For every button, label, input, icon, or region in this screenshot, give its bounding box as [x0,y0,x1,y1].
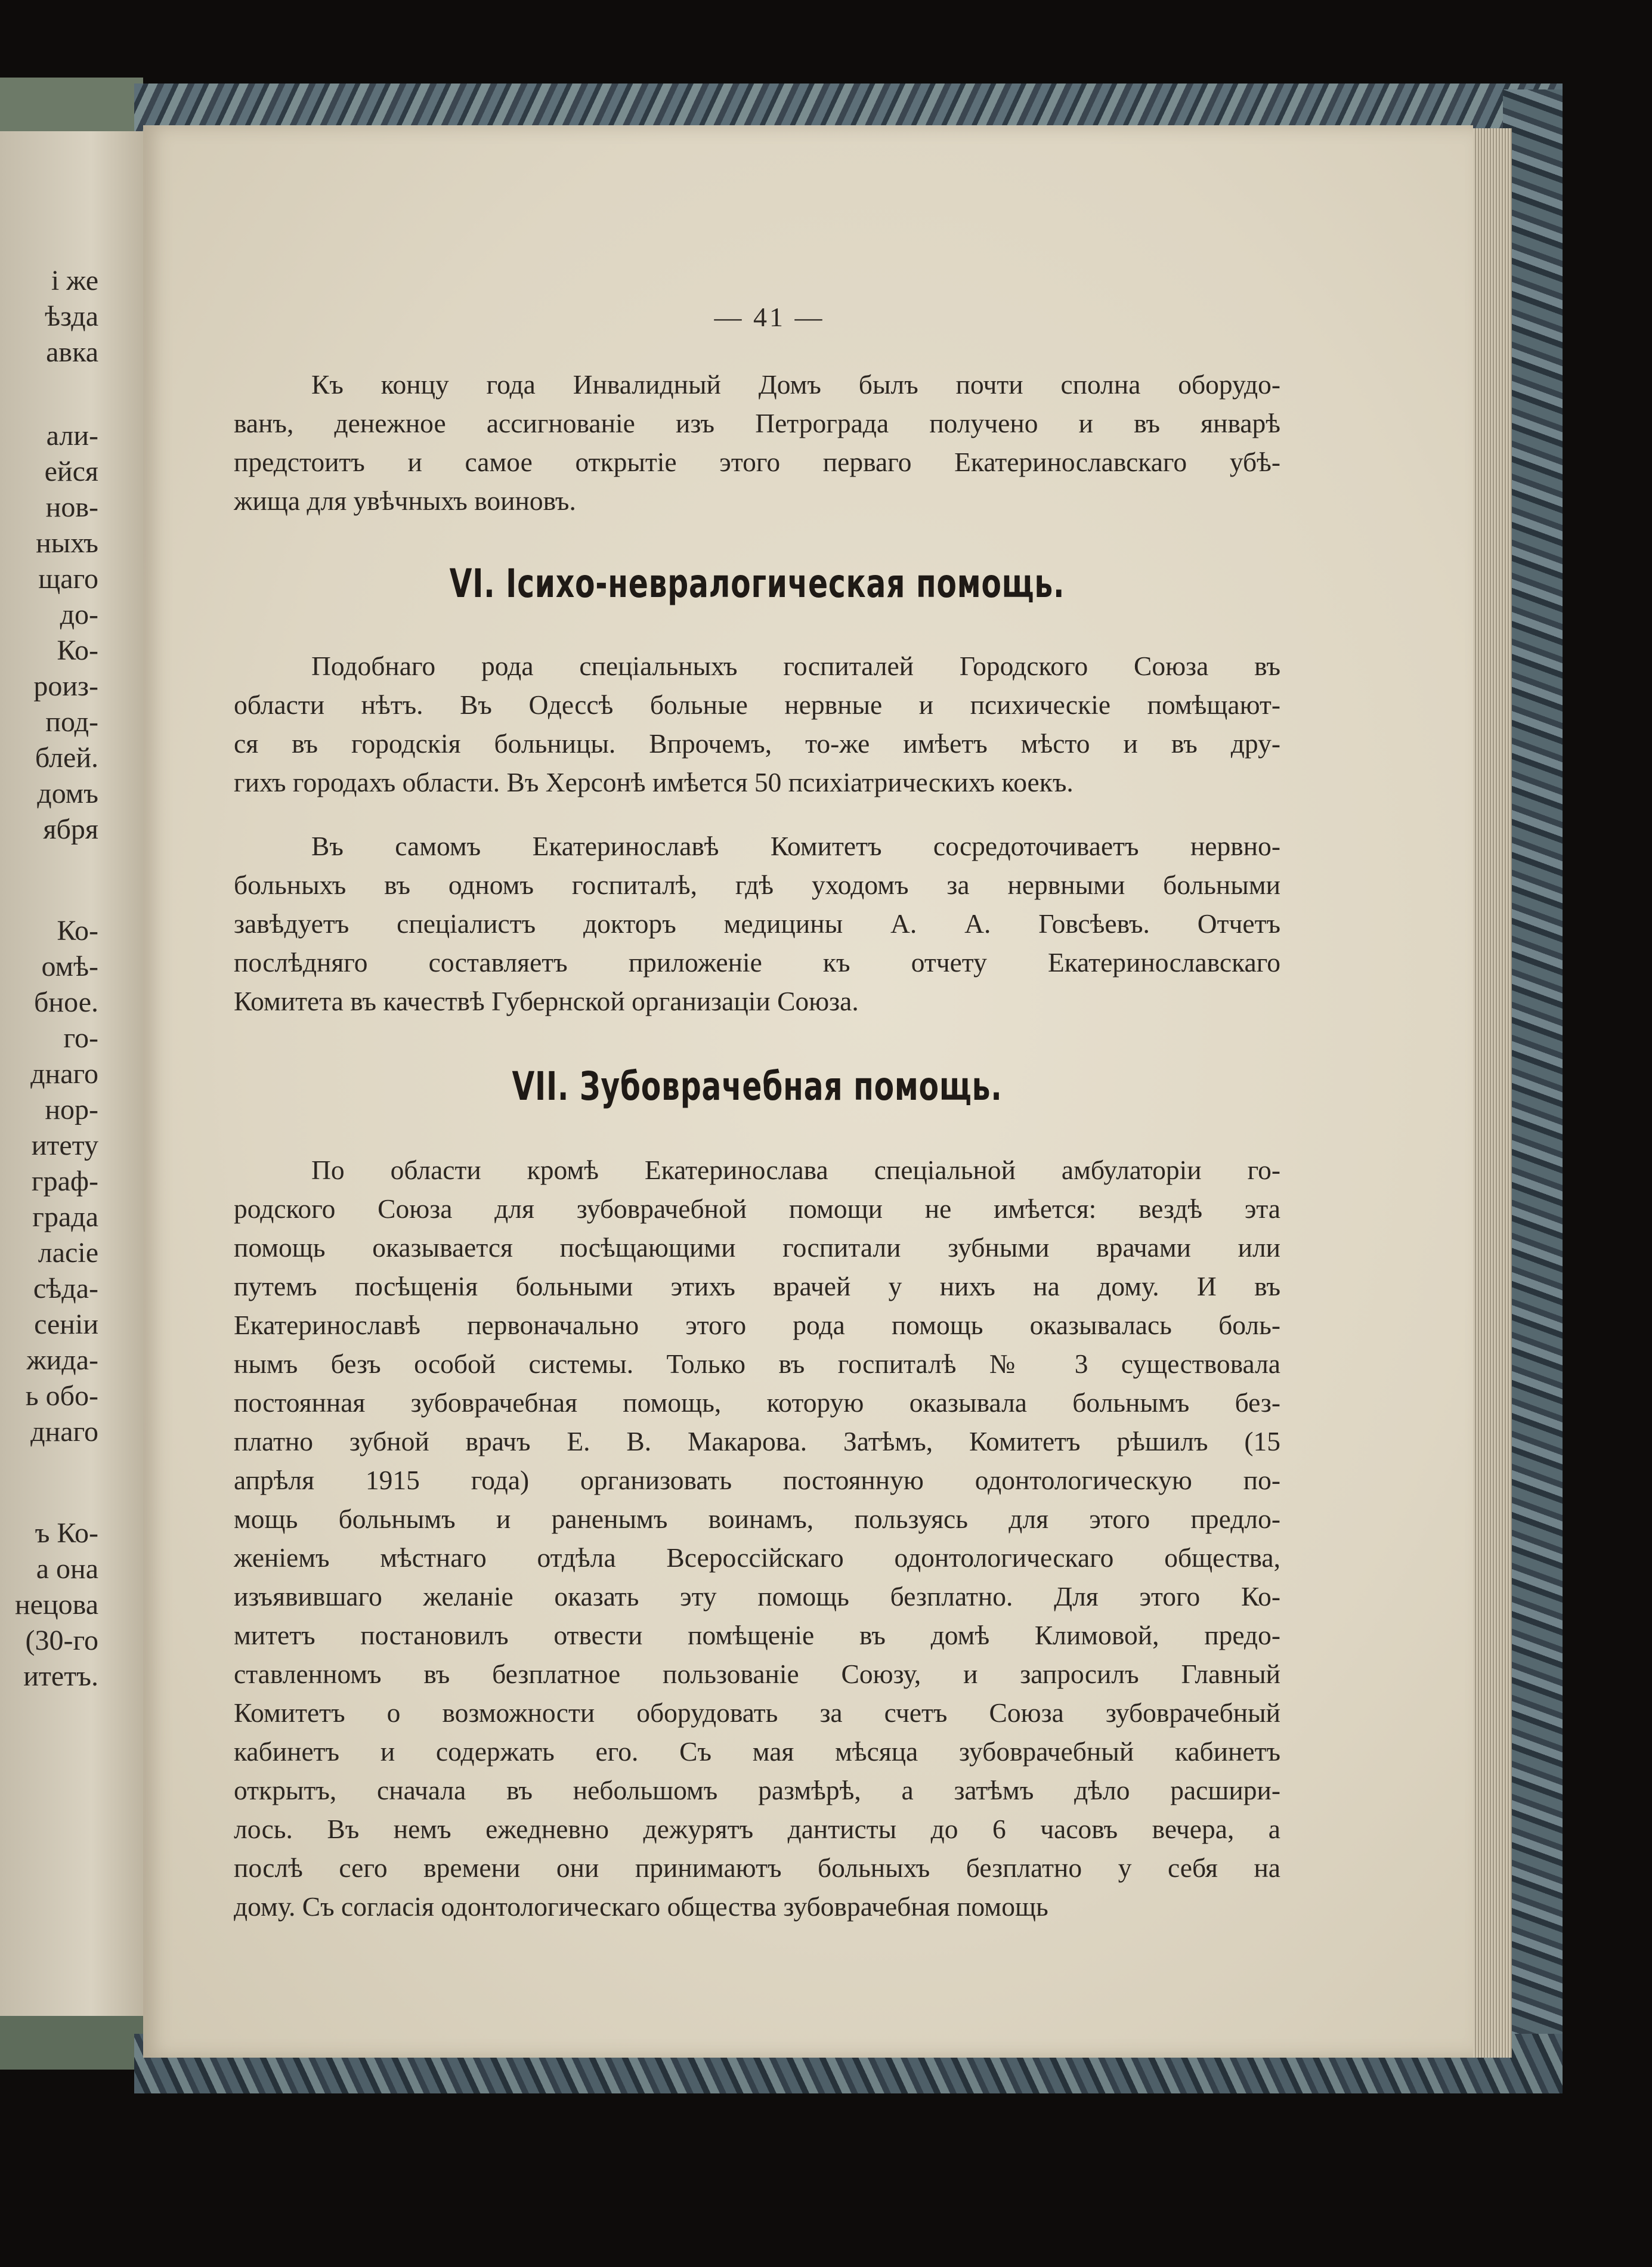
text-line: постоянная зубоврачебная помощь, которую оказывала больнымъ без- [234,1387,1280,1418]
binding-strip-right [1503,89,1563,2087]
left-page-line: авка [46,336,98,368]
left-page-line: итету [31,1130,98,1161]
text-line: послѣ сего времени они принимаютъ больныхъ безплатно у себя на [234,1852,1280,1883]
text-line: завѣдуетъ спеціалистъ докторъ медицины А. А. Говсѣевъ. Отчетъ [234,908,1280,939]
text-line: платно зубной врачъ Е. В. Макарова. Затѣмъ, Комитетъ рѣшилъ (15 [234,1426,1280,1456]
text-line: Къ концу года Инвалидный Домъ былъ почти сполна оборудо- [311,369,1280,400]
left-page-line: домъ [37,778,98,809]
left-page-line: днаго [30,1416,98,1448]
text-line: Екатеринославѣ первоначально этого рода помощь оказывалась боль- [234,1310,1280,1340]
left-page-line: го- [63,1022,98,1054]
text-line: женіемъ мѣстнаго отдѣла Всероссійскаго одонтологическаго общества, [234,1542,1280,1573]
text-line: Подобнаго рода спеціальныхъ госпиталей Городского Союза въ [311,651,1280,681]
left-page-line: жида- [26,1344,98,1376]
paragraph [234,827,1280,1020]
page-text [234,365,1280,1926]
left-page-line: под- [45,706,98,738]
paragraph [234,1150,1280,1926]
left-page-line: омѣ- [41,951,98,982]
left-page-line: роиз- [33,670,98,702]
text-line: мощь больнымъ и раненымъ воинамъ, пользуясь для этого предло- [234,1504,1280,1534]
left-page-line: щаго [38,563,98,595]
left-page-line: ласіе [38,1237,98,1269]
left-page-line: до- [60,599,98,630]
binding-strip-top [134,83,1563,131]
left-page-line: нор- [45,1094,98,1125]
text-line: путемъ посѣщенія больными этихъ врачей у нихъ на дому. И въ [234,1271,1280,1301]
left-cover-edge-top [0,78,143,131]
left-page-line: (30-го [25,1625,98,1656]
section-heading-7: VII. Зубоврачебная помощь. [512,1063,1003,1109]
left-facing-page [0,116,152,2061]
page-number: — 41 — [714,302,825,332]
text-line: послѣдняго составляетъ приложеніе къ отчету Екатеринославскаго [234,947,1280,978]
left-page-line: сѣда- [33,1273,98,1304]
text-line: апрѣля 1915 года) организовать постоянную одонтологическую по- [234,1465,1280,1495]
text-line: ставленномъ въ безплатное пользованіе Союзу, и запросилъ Главный [234,1659,1280,1689]
left-page-line: ь обо- [25,1380,98,1412]
left-page-line: ъ Ко- [35,1517,98,1549]
left-page-line: і же [51,265,98,296]
text-line: митетъ постановилъ отвести помѣщеніе въ домѣ Климовой, предо- [234,1620,1280,1650]
left-page-line: бное. [34,986,98,1018]
text-line: жища для увѣчныхъ воиновъ. [234,485,576,516]
text-line: родского Союза для зубоврачебной помощи не имѣется: вездѣ эта [234,1193,1280,1224]
paragraph [234,647,1280,802]
text-line: больныхъ въ одномъ госпиталѣ, гдѣ уходомъ за нервными больными [234,870,1280,900]
left-page-line: нецова [14,1589,98,1620]
text-line: нымъ безъ особой системы. Только въ госпиталѣ № 3 существовала [234,1349,1280,1379]
text-line: гихъ городахъ области. Въ Херсонѣ имѣется 50 психіатрическихъ коекъ. [234,767,1074,797]
text-line: ванъ, денежное ассигнованіе изъ Петрограда получено и въ январѣ [234,408,1280,438]
left-page-line: ября [43,814,98,845]
text-line: По области кромѣ Екатеринослава спеціальной амбулаторіи го- [311,1155,1280,1185]
text-line: открытъ, сначала въ небольшомъ размѣрѣ, а затѣмъ дѣло расшири- [234,1775,1280,1805]
section-heading-6: VI. Ісихо-невралогическая помощь. [449,561,1065,607]
left-page-line: ейся [44,456,98,487]
left-page-line: блей. [35,742,98,774]
left-page-line: нов- [45,491,98,523]
left-page-line: граф- [31,1165,98,1197]
text-line: дому. Съ согласія одонтологическаго общества зубоврачебная помощь [234,1891,1048,1922]
left-page-line: ѣзда [45,301,98,332]
left-page-line: сеніи [34,1309,98,1340]
text-line: области нѣтъ. Въ Одессѣ больные нервные и психическіе помѣщают- [234,689,1280,720]
left-page-line: а она [36,1553,98,1585]
left-page-line: Ко- [57,915,98,947]
text-line: Комитета въ качествѣ Губернской организаціи Союза. [234,986,859,1016]
text-line: Комитетъ о возможности оборудовать за счетъ Союза зубоврачебный [234,1697,1280,1728]
left-page-line: града [32,1201,98,1233]
text-line: ся въ городскія больницы. Впрочемъ, то-же имѣетъ мѣсто и въ дру- [234,728,1280,759]
left-page-line: днаго [30,1058,98,1090]
paragraph [234,365,1280,520]
text-line: помощь оказывается посѣщающими госпитали зубными врачами или [234,1232,1280,1263]
left-cover-edge-bottom [0,2016,149,2070]
text-line: Въ самомъ Екатеринославѣ Комитетъ сосредоточиваетъ нервно- [311,831,1280,861]
left-page-line: ныхъ [36,527,98,559]
text-line: лось. Въ немъ ежедневно дежурятъ дантисты до 6 часовъ вечера, а [234,1814,1280,1844]
left-page-line: али- [46,420,98,451]
text-line: кабинетъ и содержать его. Съ мая мѣсяца зубоврачебный кабинетъ [234,1736,1280,1767]
text-line: предстоитъ и самое открытіе этого перваго Екатеринославскаго убѣ- [234,447,1280,477]
text-line: изъявившаго желаніе оказать эту помощь безплатно. Для этого Ко- [234,1581,1280,1612]
left-page-line: итетъ. [23,1660,98,1692]
left-page-line: Ко- [57,635,98,666]
